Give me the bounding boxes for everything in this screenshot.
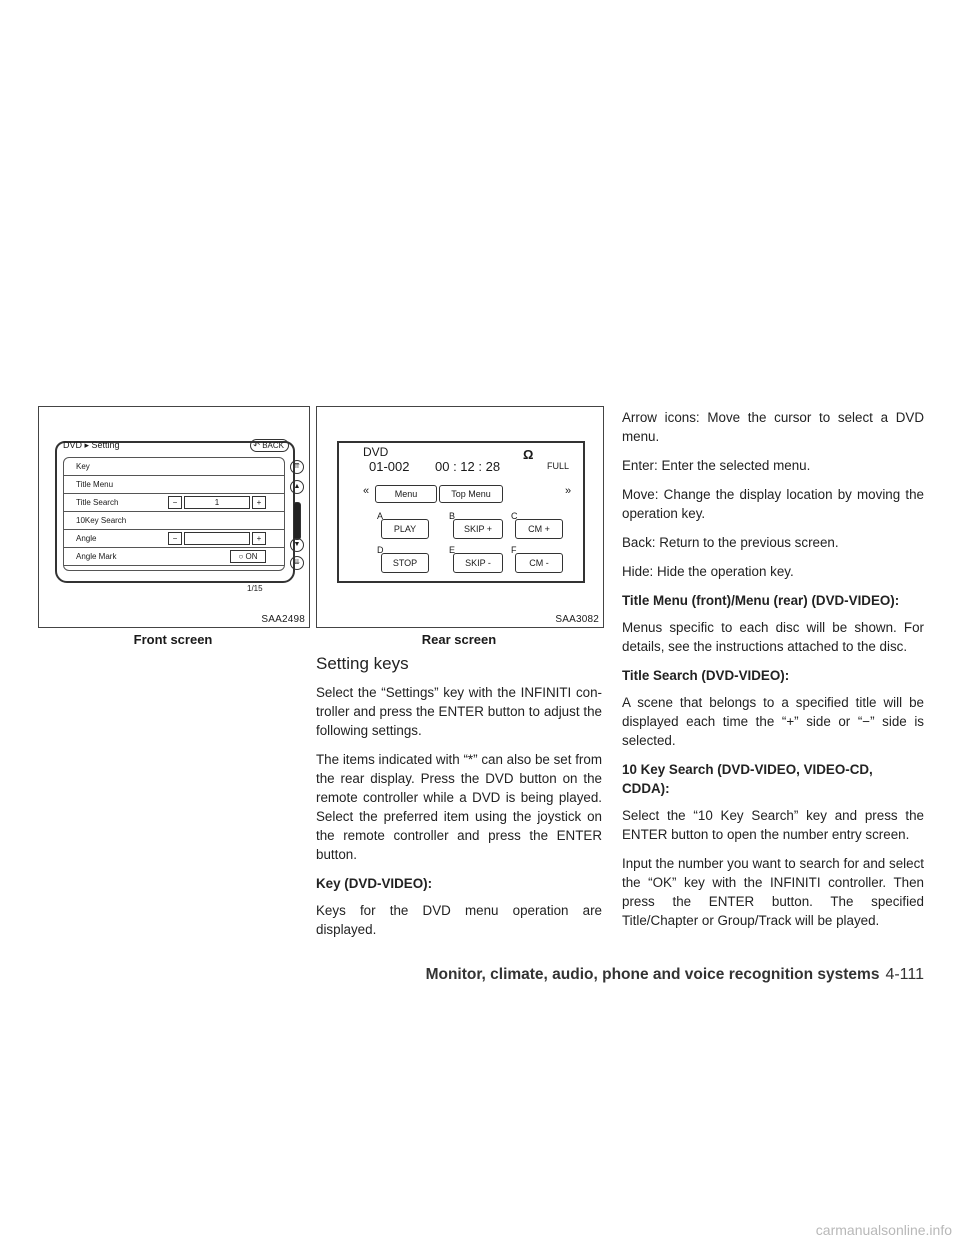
right-column [622,408,924,940]
settings-row [64,476,284,494]
page-indicator: 1/15 [247,584,263,593]
subheading: 10 Key Search (DVD-VIDEO, VIDEO-CD, CDDA): [622,762,873,796]
paragraph: Hide: Hide the operation key. [622,564,794,579]
settings-row-label: Title Search [76,498,119,507]
stop-button: STOP [381,553,429,573]
minus-icon: − [168,532,182,545]
subheading: Title Menu (front)/Menu (rear) (DVD-VIDEO): [622,593,900,608]
paragraph: Arrow icons: Move the cursor to select a DVD menu. [622,410,924,444]
key-letter: D [377,545,384,555]
settings-row-label: Angle [76,534,97,543]
cm-minus-button: CM - [515,553,563,573]
skip-plus-button: SKIP + [453,519,503,539]
key-letter: B [449,511,456,521]
angle-value [184,532,250,545]
scroll-top-icon: ⇈ [290,460,304,474]
settings-row [64,512,284,530]
settings-row-label: Key [76,462,90,471]
paragraph: Input the number you want to search for and select the “OK” key with the INFINITI controller. Then press the ENTER button. The specified Title/Chapter or Group/Track will be played. [622,856,924,928]
page-number: 4-111 [885,966,924,983]
paragraph: The items indicated with “*” can also be set from the rear display. Press the DVD button on the remote controller while a DVD is being played. Select the preferred item using the joystick on the remote controller and press the ENTER button. [316,752,602,862]
prev-icon: « [363,485,370,497]
title-search-value: 1 [184,496,250,509]
source-label: DVD [363,445,389,459]
display-mode: FULL [547,461,570,471]
key-letter: F [511,545,517,555]
paragraph: Menus specific to each disc will be shown. For details, see the instructions attached to the disc. [622,620,924,654]
rear-display [337,441,585,583]
back-button: ↶ BACK [250,439,289,452]
skip-minus-button: SKIP - [453,553,503,573]
key-letter: A [377,511,384,521]
plus-icon: + [252,496,266,509]
angle-mark-value: ON [245,552,258,561]
paragraph: Enter: Enter the selected menu. [622,458,811,473]
minus-icon: − [168,496,182,509]
paragraph: Select the “10 Key Search” key and press the ENTER button to open the number entry screen. [622,808,924,842]
plus-icon: + [252,532,266,545]
figure-code: SAA2498 [261,614,305,625]
next-icon: » [565,485,572,497]
footer-section-title: Monitor, climate, audio, phone and voice recognition systems [425,966,880,983]
menu-button: Menu [375,485,437,503]
scroll-up-icon: ▲ [290,480,304,494]
subheading: Key (DVD-VIDEO): [316,876,433,891]
angle-mark-toggle: ○ ON [230,550,266,563]
play-button: PLAY [381,519,429,539]
settings-row-label: 10Key Search [76,516,127,525]
front-display [55,440,301,593]
paragraph: Back: Return to the previous screen. [622,535,839,550]
settings-row [64,458,284,476]
paragraph: Keys for the DVD menu operation are displayed. [316,903,602,937]
paragraph: Move: Change the display location by moving the operation key. [622,487,924,521]
page-footer [394,966,924,984]
settings-row [64,530,284,548]
headphone-icon: Ω [523,447,534,462]
section-heading: Setting keys [316,654,409,673]
subheading: Title Search (DVD-VIDEO): [622,668,790,683]
rear-screen-caption: Rear screen [421,632,497,647]
rear-screen-figure [316,406,604,628]
track-number: 01-002 [369,459,410,474]
top-menu-button: Top Menu [439,485,503,503]
play-time: 00 : 12 : 28 [435,459,501,474]
scrollbar [293,502,301,540]
paragraph: A scene that belongs to a specified title will be displayed each time the “+” side or “−” side is selected. [622,695,924,748]
middle-column [316,654,602,949]
watermark: carmanualsonline.info [815,1222,952,1238]
settings-row-label: Title Menu [76,480,114,489]
settings-row [64,494,284,512]
front-display-header: DVD ▸ Setting [63,440,120,450]
back-label: BACK [262,441,284,450]
scroll-down-icon: ▼ [290,538,304,552]
scroll-bottom-icon: ⇊ [290,556,304,570]
cm-plus-button: CM + [515,519,563,539]
settings-row [64,548,284,566]
figure-code: SAA3082 [555,614,599,625]
settings-row-label: Angle Mark [76,552,117,561]
front-screen-figure [38,406,310,628]
key-letter: C [511,511,518,521]
front-screen-caption: Front screen [133,632,213,647]
settings-list [63,457,301,571]
key-letter: E [449,545,456,555]
paragraph: Select the “Settings” key with the INFINITI con- troller and press the ENTER button to adjust the following settings. [316,685,602,738]
